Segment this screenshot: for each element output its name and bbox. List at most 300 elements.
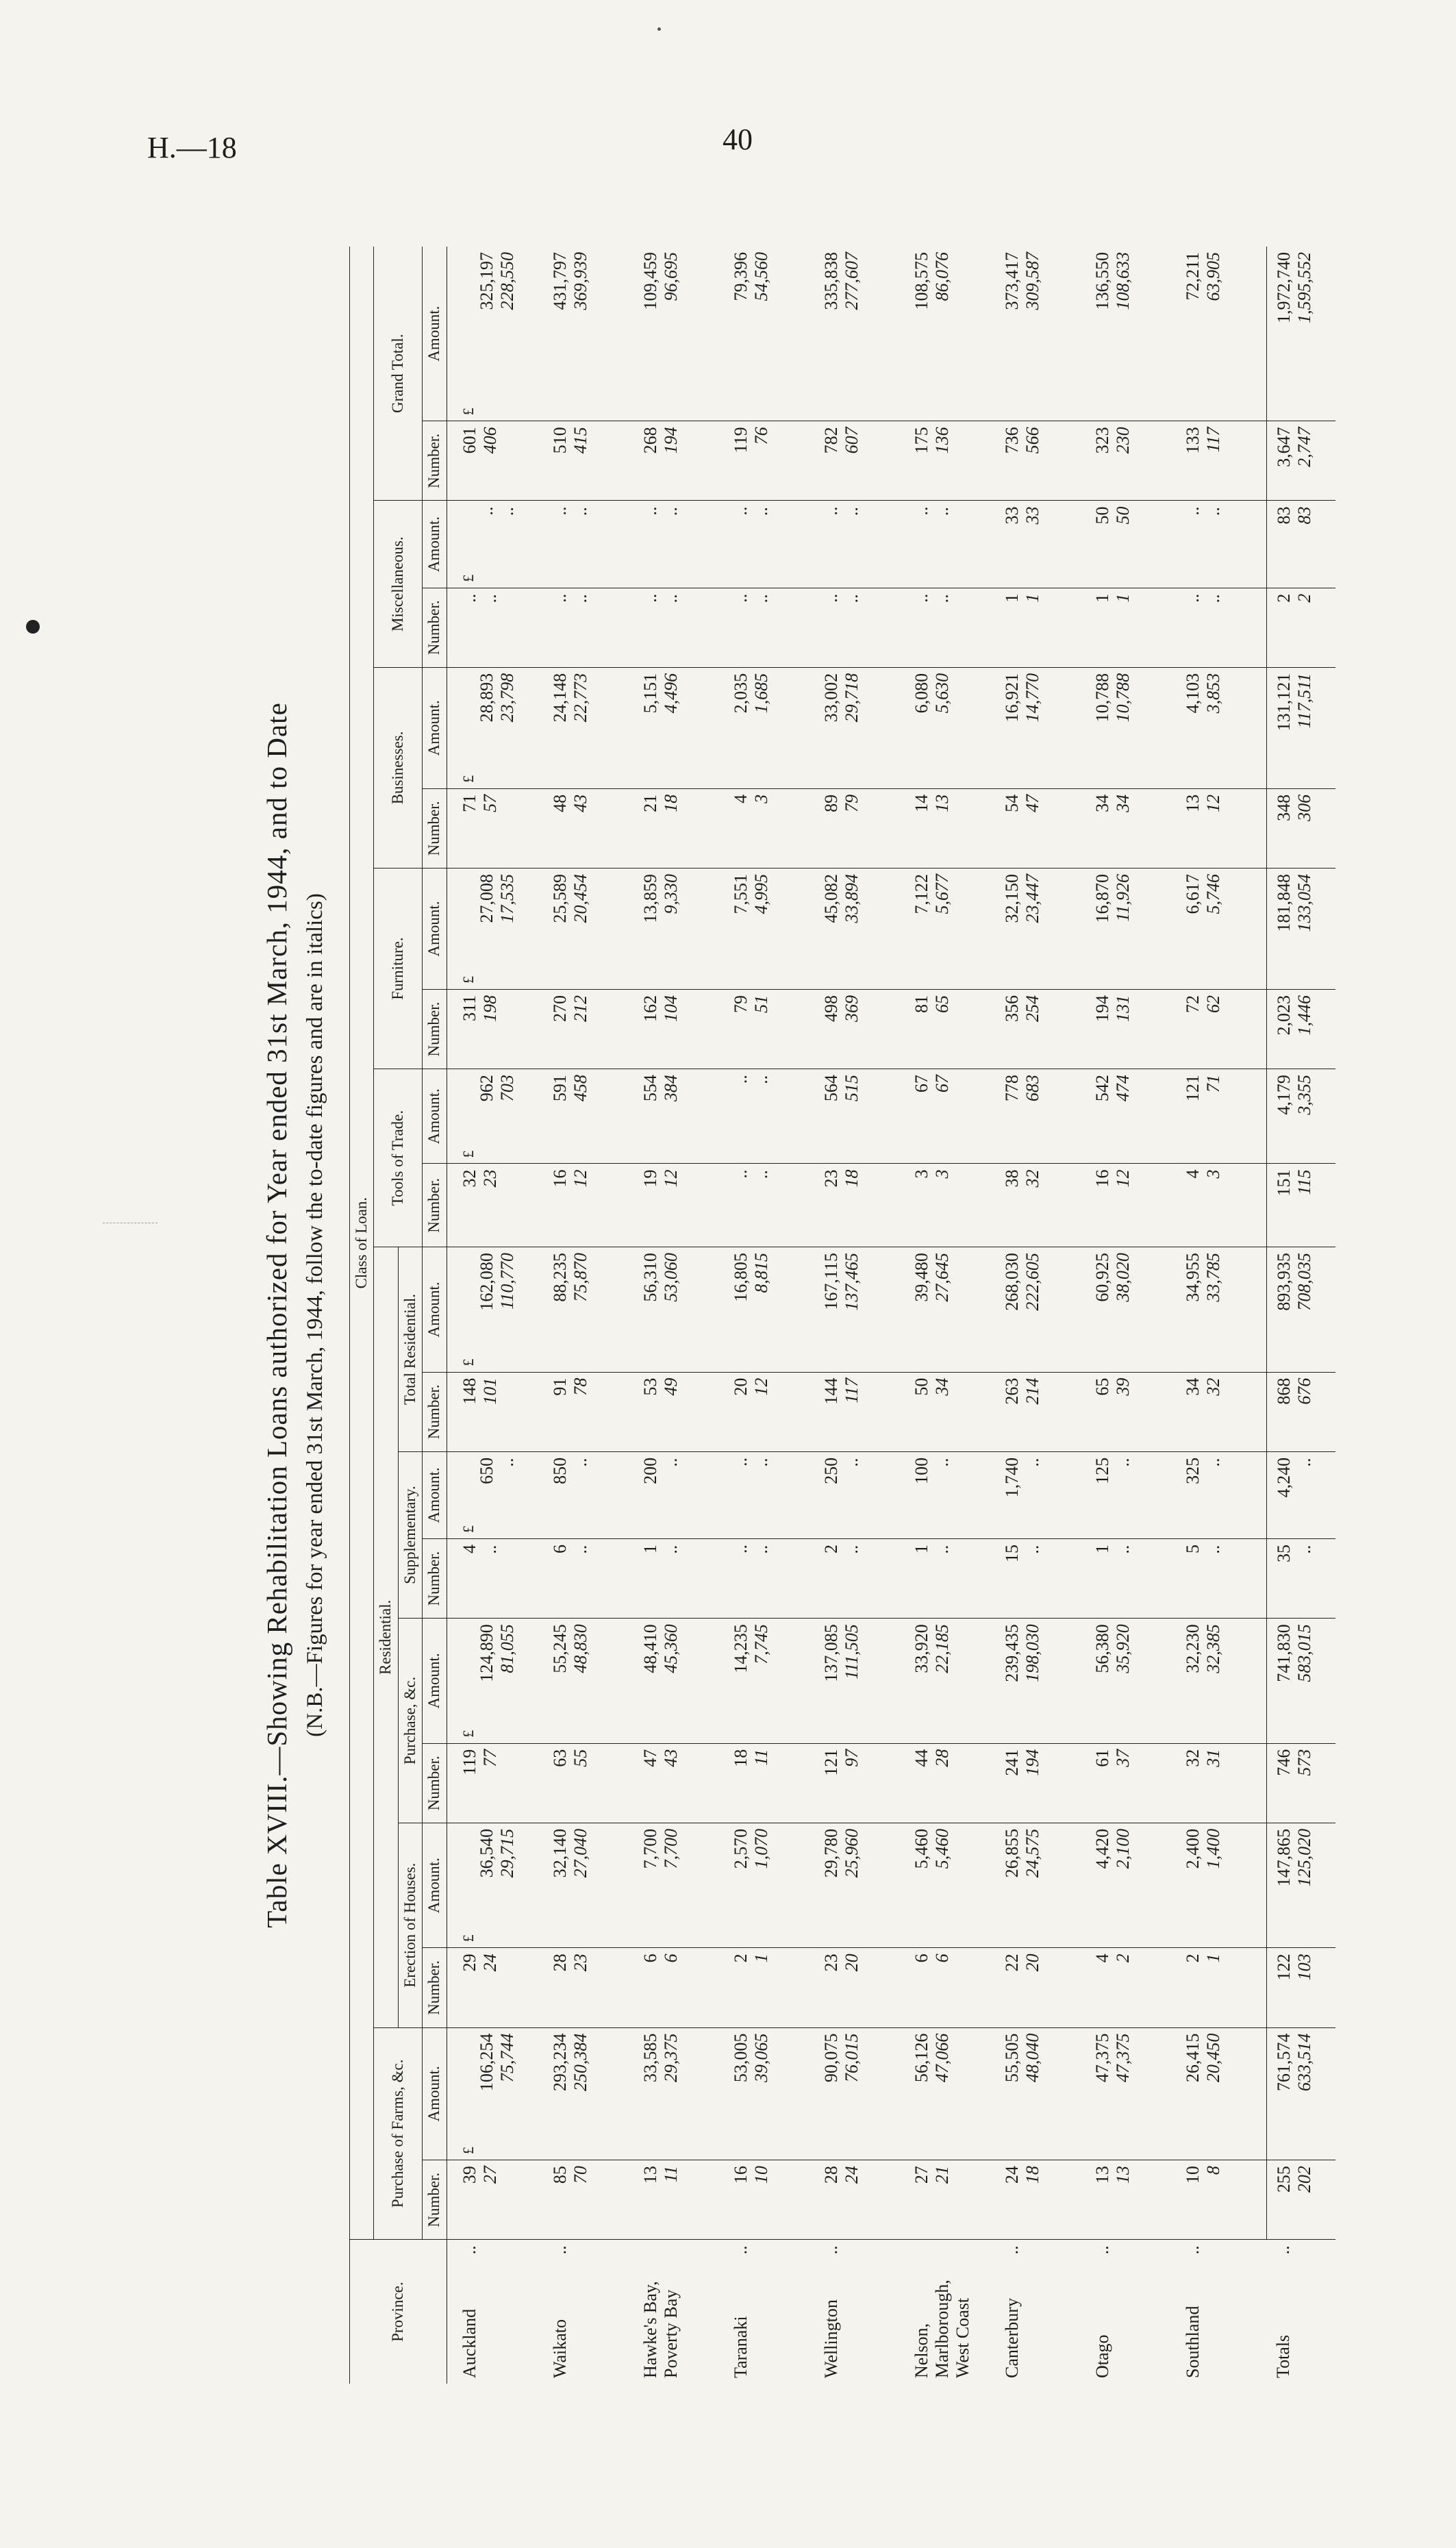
to-date-value: 373,417 bbox=[1001, 252, 1022, 310]
year-value: 32 bbox=[1022, 1169, 1042, 1188]
to-date-value: 100 bbox=[911, 1457, 931, 1484]
year-value: 384 bbox=[660, 1075, 681, 1102]
year-value: 1,070 bbox=[751, 1828, 771, 1869]
to-date-value: 53,005 bbox=[730, 2033, 751, 2083]
tools-a-cell bbox=[1266, 1069, 1335, 1164]
bus-a-cell bbox=[814, 667, 905, 788]
to-date-value: 90,075 bbox=[820, 2033, 841, 2083]
furn-n-cell bbox=[447, 990, 543, 1069]
to-date-value: 33,002 bbox=[820, 673, 841, 723]
farms-n-cell bbox=[447, 2160, 543, 2240]
to-date-value: .. bbox=[911, 506, 931, 516]
year-value: .. bbox=[841, 1457, 862, 1466]
to-date-value: 72 bbox=[1182, 995, 1203, 1013]
to-date-value: 736 bbox=[1001, 427, 1022, 454]
leader-dots: .. bbox=[1182, 2245, 1203, 2255]
province-name: Auckland bbox=[459, 2308, 479, 2378]
to-date-value: 7,700 bbox=[640, 1828, 660, 1869]
to-date-value: 323 bbox=[1092, 427, 1112, 454]
year-value: 23 bbox=[570, 1953, 590, 1972]
year-value: 309,587 bbox=[1022, 252, 1042, 310]
to-date-value: 119 bbox=[730, 427, 751, 453]
tools-a-cell bbox=[1085, 1069, 1176, 1164]
year-value: 131 bbox=[1112, 995, 1133, 1022]
year-value: 676 bbox=[1294, 1377, 1314, 1405]
erect-a-cell bbox=[447, 1823, 543, 1948]
to-date-value: 510 bbox=[549, 427, 570, 454]
grand-a-cell bbox=[1176, 247, 1267, 421]
year-value: .. bbox=[841, 1545, 862, 1554]
tools-number-header: Number. bbox=[423, 1164, 447, 1247]
supp-a-cell bbox=[995, 1451, 1085, 1538]
to-date-value: 85 bbox=[549, 2166, 570, 2184]
grand-a-cell bbox=[995, 247, 1085, 421]
grand-amount-header: Amount. bbox=[423, 247, 447, 421]
year-value: .. bbox=[841, 506, 862, 516]
to-date-value: 2 bbox=[1182, 1953, 1203, 1963]
page-reference: H.—18 bbox=[147, 131, 237, 164]
to-date-value: 591 bbox=[549, 1075, 570, 1102]
table-row bbox=[905, 247, 995, 2384]
to-date-value: 7,122 bbox=[911, 874, 931, 914]
year-value: 3 bbox=[751, 794, 771, 803]
to-date-value: .. bbox=[730, 1545, 751, 1554]
year-value: 45,360 bbox=[660, 1624, 681, 1673]
year-value: 6 bbox=[660, 1953, 681, 1963]
to-date-value: 45,082 bbox=[820, 874, 841, 923]
to-date-value: 38 bbox=[1001, 1169, 1022, 1188]
year-value: 53,060 bbox=[660, 1253, 681, 1302]
to-date-value: 5 bbox=[1182, 1545, 1203, 1554]
to-date-value: 89 bbox=[820, 794, 841, 812]
to-date-value: 1 bbox=[1092, 1545, 1112, 1554]
province-cell bbox=[1266, 2240, 1335, 2384]
currency-symbol: £ bbox=[459, 408, 477, 416]
to-date-value: 61 bbox=[1092, 1749, 1112, 1767]
year-value: 13 bbox=[931, 794, 952, 812]
purch-n-cell bbox=[1085, 1743, 1176, 1823]
to-date-value: 29,780 bbox=[820, 1828, 841, 1878]
to-date-value: 16,921 bbox=[1001, 673, 1022, 723]
furn-number-header: Number. bbox=[423, 990, 447, 1069]
to-date-value: 1 bbox=[1001, 593, 1022, 603]
bus-n-cell bbox=[1176, 788, 1267, 868]
province-name: Hawke's Bay, Poverty Bay bbox=[640, 2281, 681, 2378]
year-value: 17,535 bbox=[497, 874, 517, 923]
grand-a-cell bbox=[447, 247, 543, 421]
farms-a-cell bbox=[1176, 2027, 1267, 2160]
total-residential-header: Total Residential. bbox=[398, 1247, 422, 1452]
year-value: 7,745 bbox=[751, 1624, 771, 1664]
farms-n-cell bbox=[633, 2160, 724, 2240]
year-value: .. bbox=[1203, 1545, 1223, 1554]
bus-a-cell bbox=[543, 667, 633, 788]
to-date-value: 3,647 bbox=[1273, 427, 1294, 467]
year-value: 18 bbox=[660, 794, 681, 812]
province-cell bbox=[633, 2240, 724, 2384]
to-date-value: 32,140 bbox=[549, 1828, 570, 1878]
to-date-value: 16 bbox=[549, 1169, 570, 1188]
to-date-value: .. bbox=[1182, 593, 1203, 603]
year-value: 50 bbox=[1112, 506, 1133, 525]
to-date-value: 29 bbox=[459, 1953, 479, 1972]
year-value: 5,677 bbox=[931, 874, 952, 914]
year-value: 11,926 bbox=[1112, 874, 1133, 922]
totres-n-cell bbox=[1085, 1372, 1176, 1451]
year-value: 3,853 bbox=[1203, 673, 1223, 714]
currency-symbol: £ bbox=[459, 775, 477, 783]
furn-a-cell bbox=[814, 869, 905, 990]
tools-n-cell bbox=[543, 1164, 633, 1247]
to-date-value: 55,505 bbox=[1001, 2033, 1022, 2083]
year-value: 54,560 bbox=[751, 252, 771, 301]
to-date-value: 19 bbox=[640, 1169, 660, 1188]
misc-a-cell bbox=[995, 501, 1085, 588]
year-value: 34 bbox=[931, 1377, 952, 1396]
year-value: 250,384 bbox=[570, 2033, 590, 2092]
to-date-value: 32 bbox=[459, 1169, 479, 1188]
province-header: Province. bbox=[350, 2240, 447, 2384]
to-date-value: 121 bbox=[1182, 1075, 1203, 1102]
year-value: .. bbox=[751, 506, 771, 516]
furn-n-cell bbox=[543, 990, 633, 1069]
to-date-value: 15 bbox=[1001, 1545, 1022, 1563]
currency-symbol: £ bbox=[459, 574, 477, 582]
erect-n-cell bbox=[447, 1948, 543, 2027]
year-value: 708,035 bbox=[1294, 1253, 1314, 1311]
year-value: 86,076 bbox=[931, 252, 952, 301]
to-date-value: 13 bbox=[1182, 794, 1203, 812]
province-name: Nelson, Marlborough, West Coast bbox=[911, 2280, 972, 2378]
year-value: 573 bbox=[1294, 1749, 1314, 1776]
to-date-value: 34 bbox=[1182, 1377, 1203, 1396]
year-value: 65 bbox=[931, 995, 952, 1013]
erect-n-cell bbox=[724, 1948, 814, 2027]
year-value: 43 bbox=[570, 794, 590, 812]
to-date-value: 2 bbox=[820, 1545, 841, 1554]
furn-n-cell bbox=[1085, 990, 1176, 1069]
leader-dots: .. bbox=[730, 2245, 751, 2255]
year-value: 18 bbox=[841, 1169, 862, 1188]
year-value: 22,773 bbox=[570, 673, 590, 723]
province-cell bbox=[814, 2240, 905, 2384]
to-date-value: 71 bbox=[459, 794, 479, 812]
year-value: 222,605 bbox=[1022, 1253, 1042, 1311]
to-date-value: 542 bbox=[1092, 1075, 1112, 1102]
misc-a-cell bbox=[543, 501, 633, 588]
purch-amount-header: Amount. bbox=[423, 1619, 447, 1744]
erect-number-header: Number. bbox=[423, 1948, 447, 2027]
purch-a-cell bbox=[724, 1619, 814, 1744]
year-value: 277,607 bbox=[841, 252, 862, 310]
purch-number-header: Number. bbox=[423, 1743, 447, 1823]
year-value: 32 bbox=[1203, 1377, 1223, 1396]
grand-a-cell bbox=[1266, 247, 1335, 421]
to-date-value: .. bbox=[730, 506, 751, 516]
supp-a-cell bbox=[447, 1451, 543, 1538]
to-date-value: 293,234 bbox=[549, 2033, 570, 2092]
to-date-value: 34 bbox=[1092, 794, 1112, 812]
tools-a-cell bbox=[905, 1069, 995, 1164]
supp-amount-header: Amount. bbox=[423, 1451, 447, 1538]
to-date-value: 4 bbox=[1092, 1953, 1112, 1963]
year-value: 29,375 bbox=[660, 2033, 681, 2083]
misc-amount-header: Amount. bbox=[423, 501, 447, 588]
year-value: 194 bbox=[660, 427, 681, 454]
grand-n-cell bbox=[447, 421, 543, 501]
purch-a-cell bbox=[1266, 1619, 1335, 1744]
year-value: 3 bbox=[931, 1169, 952, 1179]
year-value: 18 bbox=[1022, 2166, 1042, 2184]
to-date-value: 782 bbox=[820, 427, 841, 454]
to-date-value: 18 bbox=[730, 1749, 751, 1767]
to-date-value: 498 bbox=[820, 995, 841, 1022]
year-value: 5,460 bbox=[931, 1828, 952, 1869]
to-date-value: 241 bbox=[1001, 1749, 1022, 1776]
to-date-value: 4,179 bbox=[1273, 1075, 1294, 1115]
year-value: 212 bbox=[570, 995, 590, 1022]
furn-a-cell bbox=[633, 869, 724, 990]
year-value: 32,385 bbox=[1203, 1624, 1223, 1673]
tools-amount-header: Amount. bbox=[423, 1069, 447, 1164]
to-date-value: .. bbox=[730, 1457, 751, 1466]
to-date-value: 270 bbox=[549, 995, 570, 1022]
year-value: 57 bbox=[479, 794, 500, 812]
furniture-header: Furniture. bbox=[374, 869, 423, 1069]
to-date-value: 2,023 bbox=[1273, 995, 1294, 1036]
misc-a-cell bbox=[1266, 501, 1335, 588]
farms-n-cell bbox=[543, 2160, 633, 2240]
year-value: 5,746 bbox=[1203, 874, 1223, 914]
year-value: .. bbox=[660, 506, 681, 516]
year-value: 583,015 bbox=[1294, 1624, 1314, 1682]
year-value: 48,830 bbox=[570, 1624, 590, 1673]
to-date-value: 2,035 bbox=[730, 673, 751, 714]
to-date-value: 335,838 bbox=[820, 252, 841, 310]
tools-n-cell bbox=[1085, 1164, 1176, 1247]
tools-a-cell bbox=[724, 1069, 814, 1164]
tools-a-cell bbox=[633, 1069, 724, 1164]
year-value: 202 bbox=[1294, 2166, 1314, 2193]
year-value: 38,020 bbox=[1112, 1253, 1133, 1302]
totres-n-cell bbox=[814, 1372, 905, 1451]
supp-n-cell bbox=[1176, 1539, 1267, 1619]
tools-n-cell bbox=[633, 1164, 724, 1247]
year-value: 10 bbox=[751, 2166, 771, 2184]
year-value: 104 bbox=[660, 995, 681, 1022]
supp-a-cell bbox=[543, 1451, 633, 1538]
leader-dots: .. bbox=[1001, 2245, 1022, 2255]
province-cell bbox=[543, 2240, 633, 2384]
year-value: 103 bbox=[1294, 1953, 1314, 1981]
year-value: 2 bbox=[1112, 1953, 1133, 1963]
year-value: .. bbox=[751, 1075, 771, 1084]
totres-a-cell bbox=[1266, 1247, 1335, 1373]
tools-n-cell bbox=[724, 1164, 814, 1247]
to-date-value: 28,893 bbox=[477, 673, 497, 723]
bus-n-cell bbox=[1266, 788, 1335, 868]
year-value: 12 bbox=[1112, 1169, 1133, 1188]
supp-a-cell bbox=[1085, 1451, 1176, 1538]
year-value: 136 bbox=[931, 427, 952, 454]
year-value: 20,454 bbox=[570, 874, 590, 923]
year-value: 12 bbox=[1203, 794, 1223, 812]
to-date-value: 151 bbox=[1273, 1169, 1294, 1197]
erect-n-cell bbox=[814, 1948, 905, 2027]
supp-a-cell bbox=[1266, 1451, 1335, 1538]
misc-number-header: Number. bbox=[423, 588, 447, 667]
table-title: Table XVIII.—Showing Rehabilitation Loans authorized for Year ended 31st March, 1944, and to Date bbox=[261, 702, 292, 1928]
purch-a-cell bbox=[447, 1619, 543, 1744]
to-date-value: 133 bbox=[1182, 427, 1203, 454]
year-value: 137,465 bbox=[841, 1253, 862, 1311]
to-date-value: 10,788 bbox=[1092, 673, 1112, 723]
table-row bbox=[814, 247, 905, 2384]
to-date-value: 1,740 bbox=[1001, 1457, 1022, 1498]
totals-row bbox=[1266, 247, 1335, 2384]
erect-a-cell bbox=[1085, 1823, 1176, 1948]
year-value: 12 bbox=[751, 1377, 771, 1396]
year-value: 27,040 bbox=[570, 1828, 590, 1878]
grand-number-header: Number. bbox=[423, 421, 447, 501]
bus-a-cell bbox=[1085, 667, 1176, 788]
to-date-value: 50 bbox=[1092, 506, 1112, 525]
tools-a-cell bbox=[814, 1069, 905, 1164]
to-date-value: 16 bbox=[1092, 1169, 1112, 1188]
year-value: 33 bbox=[1022, 506, 1042, 525]
furn-n-cell bbox=[1266, 990, 1335, 1069]
year-value: 48,040 bbox=[1022, 2033, 1042, 2083]
to-date-value: .. bbox=[820, 593, 841, 603]
year-value: .. bbox=[751, 593, 771, 603]
to-date-value: 200 bbox=[640, 1457, 660, 1484]
to-date-value: 131,121 bbox=[1273, 673, 1294, 732]
tools-n-cell bbox=[1266, 1164, 1335, 1247]
year-value: .. bbox=[751, 1169, 771, 1179]
year-value: 23,798 bbox=[497, 673, 517, 723]
totres-n-cell bbox=[1176, 1372, 1267, 1451]
to-date-value: 122 bbox=[1273, 1953, 1294, 1981]
year-value: 4,995 bbox=[751, 874, 771, 914]
year-value: .. bbox=[751, 1545, 771, 1554]
year-value: 12 bbox=[570, 1169, 590, 1188]
tools-a-cell bbox=[1176, 1069, 1267, 1164]
year-value: 29,715 bbox=[497, 1828, 517, 1878]
to-date-value: 22 bbox=[1001, 1953, 1022, 1972]
province-cell bbox=[724, 2240, 814, 2384]
leader-dots: .. bbox=[1092, 2245, 1112, 2255]
furn-n-cell bbox=[1176, 990, 1267, 1069]
year-value: 76 bbox=[751, 427, 771, 445]
purch-a-cell bbox=[1176, 1619, 1267, 1744]
misc-n-cell bbox=[995, 588, 1085, 667]
totres-a-cell bbox=[447, 1247, 543, 1373]
bus-a-cell bbox=[995, 667, 1085, 788]
to-date-value: 36,540 bbox=[477, 1828, 497, 1878]
year-value: .. bbox=[1294, 1545, 1314, 1554]
year-value: 683 bbox=[1022, 1075, 1042, 1102]
erect-amount-header: Amount. bbox=[423, 1823, 447, 1948]
year-value: 133,054 bbox=[1294, 874, 1314, 932]
bus-a-cell bbox=[447, 667, 543, 788]
to-date-value: 4 bbox=[730, 794, 751, 803]
year-value: .. bbox=[931, 506, 952, 516]
misc-n-cell bbox=[1176, 588, 1267, 667]
to-date-value: 2 bbox=[730, 1953, 751, 1963]
farms-n-cell bbox=[1266, 2160, 1335, 2240]
year-value: 3 bbox=[1203, 1169, 1223, 1179]
year-value: 27,645 bbox=[931, 1253, 952, 1302]
farms-a-cell bbox=[814, 2027, 905, 2160]
currency-symbol: £ bbox=[459, 1525, 477, 1534]
to-date-value: 13 bbox=[1092, 2166, 1112, 2184]
year-value: 306 bbox=[1294, 794, 1314, 821]
to-date-value: 162 bbox=[640, 995, 660, 1022]
to-date-value: 13 bbox=[640, 2166, 660, 2184]
to-date-value: 167,115 bbox=[820, 1253, 841, 1310]
erect-a-cell bbox=[814, 1823, 905, 1948]
province-name: Waikato bbox=[549, 2319, 570, 2378]
to-date-value: 325,197 bbox=[477, 252, 497, 310]
grand-a-cell bbox=[543, 247, 633, 421]
farms-n-cell bbox=[724, 2160, 814, 2240]
province-name: Canterbury bbox=[1001, 2298, 1022, 2378]
to-date-value: 83 bbox=[1273, 506, 1294, 525]
year-value: 9,330 bbox=[660, 874, 681, 914]
year-value: 51 bbox=[751, 995, 771, 1013]
year-value: 78 bbox=[570, 1377, 590, 1396]
furn-n-cell bbox=[814, 990, 905, 1069]
totres-a-cell bbox=[1176, 1247, 1267, 1373]
year-value: 117,511 bbox=[1294, 673, 1314, 729]
year-value: .. bbox=[570, 1545, 590, 1554]
year-value: .. bbox=[497, 506, 517, 516]
furn-n-cell bbox=[995, 990, 1085, 1069]
year-value: .. bbox=[1203, 593, 1223, 603]
year-value: 83 bbox=[1294, 506, 1314, 525]
totres-a-cell bbox=[543, 1247, 633, 1373]
to-date-value: 20 bbox=[730, 1377, 751, 1396]
scan-speck bbox=[657, 27, 661, 31]
to-date-value: 564 bbox=[820, 1075, 841, 1102]
leader-dots: .. bbox=[820, 2245, 841, 2255]
province-name: Southland bbox=[1182, 2306, 1203, 2378]
to-date-value: 1,972,740 bbox=[1273, 252, 1294, 323]
year-value: 566 bbox=[1022, 427, 1042, 454]
year-value: 111,505 bbox=[841, 1624, 862, 1679]
erect-n-cell bbox=[995, 1948, 1085, 2027]
year-value: .. bbox=[570, 506, 590, 516]
year-value: 117 bbox=[1203, 427, 1223, 453]
grand-n-cell bbox=[1176, 421, 1267, 501]
year-value: .. bbox=[1203, 1457, 1223, 1466]
year-value: 1,446 bbox=[1294, 995, 1314, 1036]
year-value: 77 bbox=[479, 1749, 500, 1767]
table-subtitle: (N.B.—Figures for year ended 31st March, 1944, follow the to-date figures and are in italics) bbox=[303, 893, 327, 1737]
grand-n-cell bbox=[1266, 421, 1335, 501]
year-value: 406 bbox=[479, 427, 500, 454]
leader-dots: .. bbox=[549, 2245, 570, 2255]
province-cell bbox=[905, 2240, 995, 2384]
to-date-value: 778 bbox=[1001, 1075, 1022, 1102]
purch-a-cell bbox=[543, 1619, 633, 1744]
farms-n-cell bbox=[1176, 2160, 1267, 2240]
to-date-value: 125 bbox=[1092, 1457, 1112, 1484]
to-date-value: 2,400 bbox=[1182, 1828, 1203, 1869]
to-date-value: 6 bbox=[549, 1545, 570, 1554]
to-date-value: .. bbox=[1182, 506, 1203, 516]
to-date-value: 108,575 bbox=[911, 252, 931, 310]
